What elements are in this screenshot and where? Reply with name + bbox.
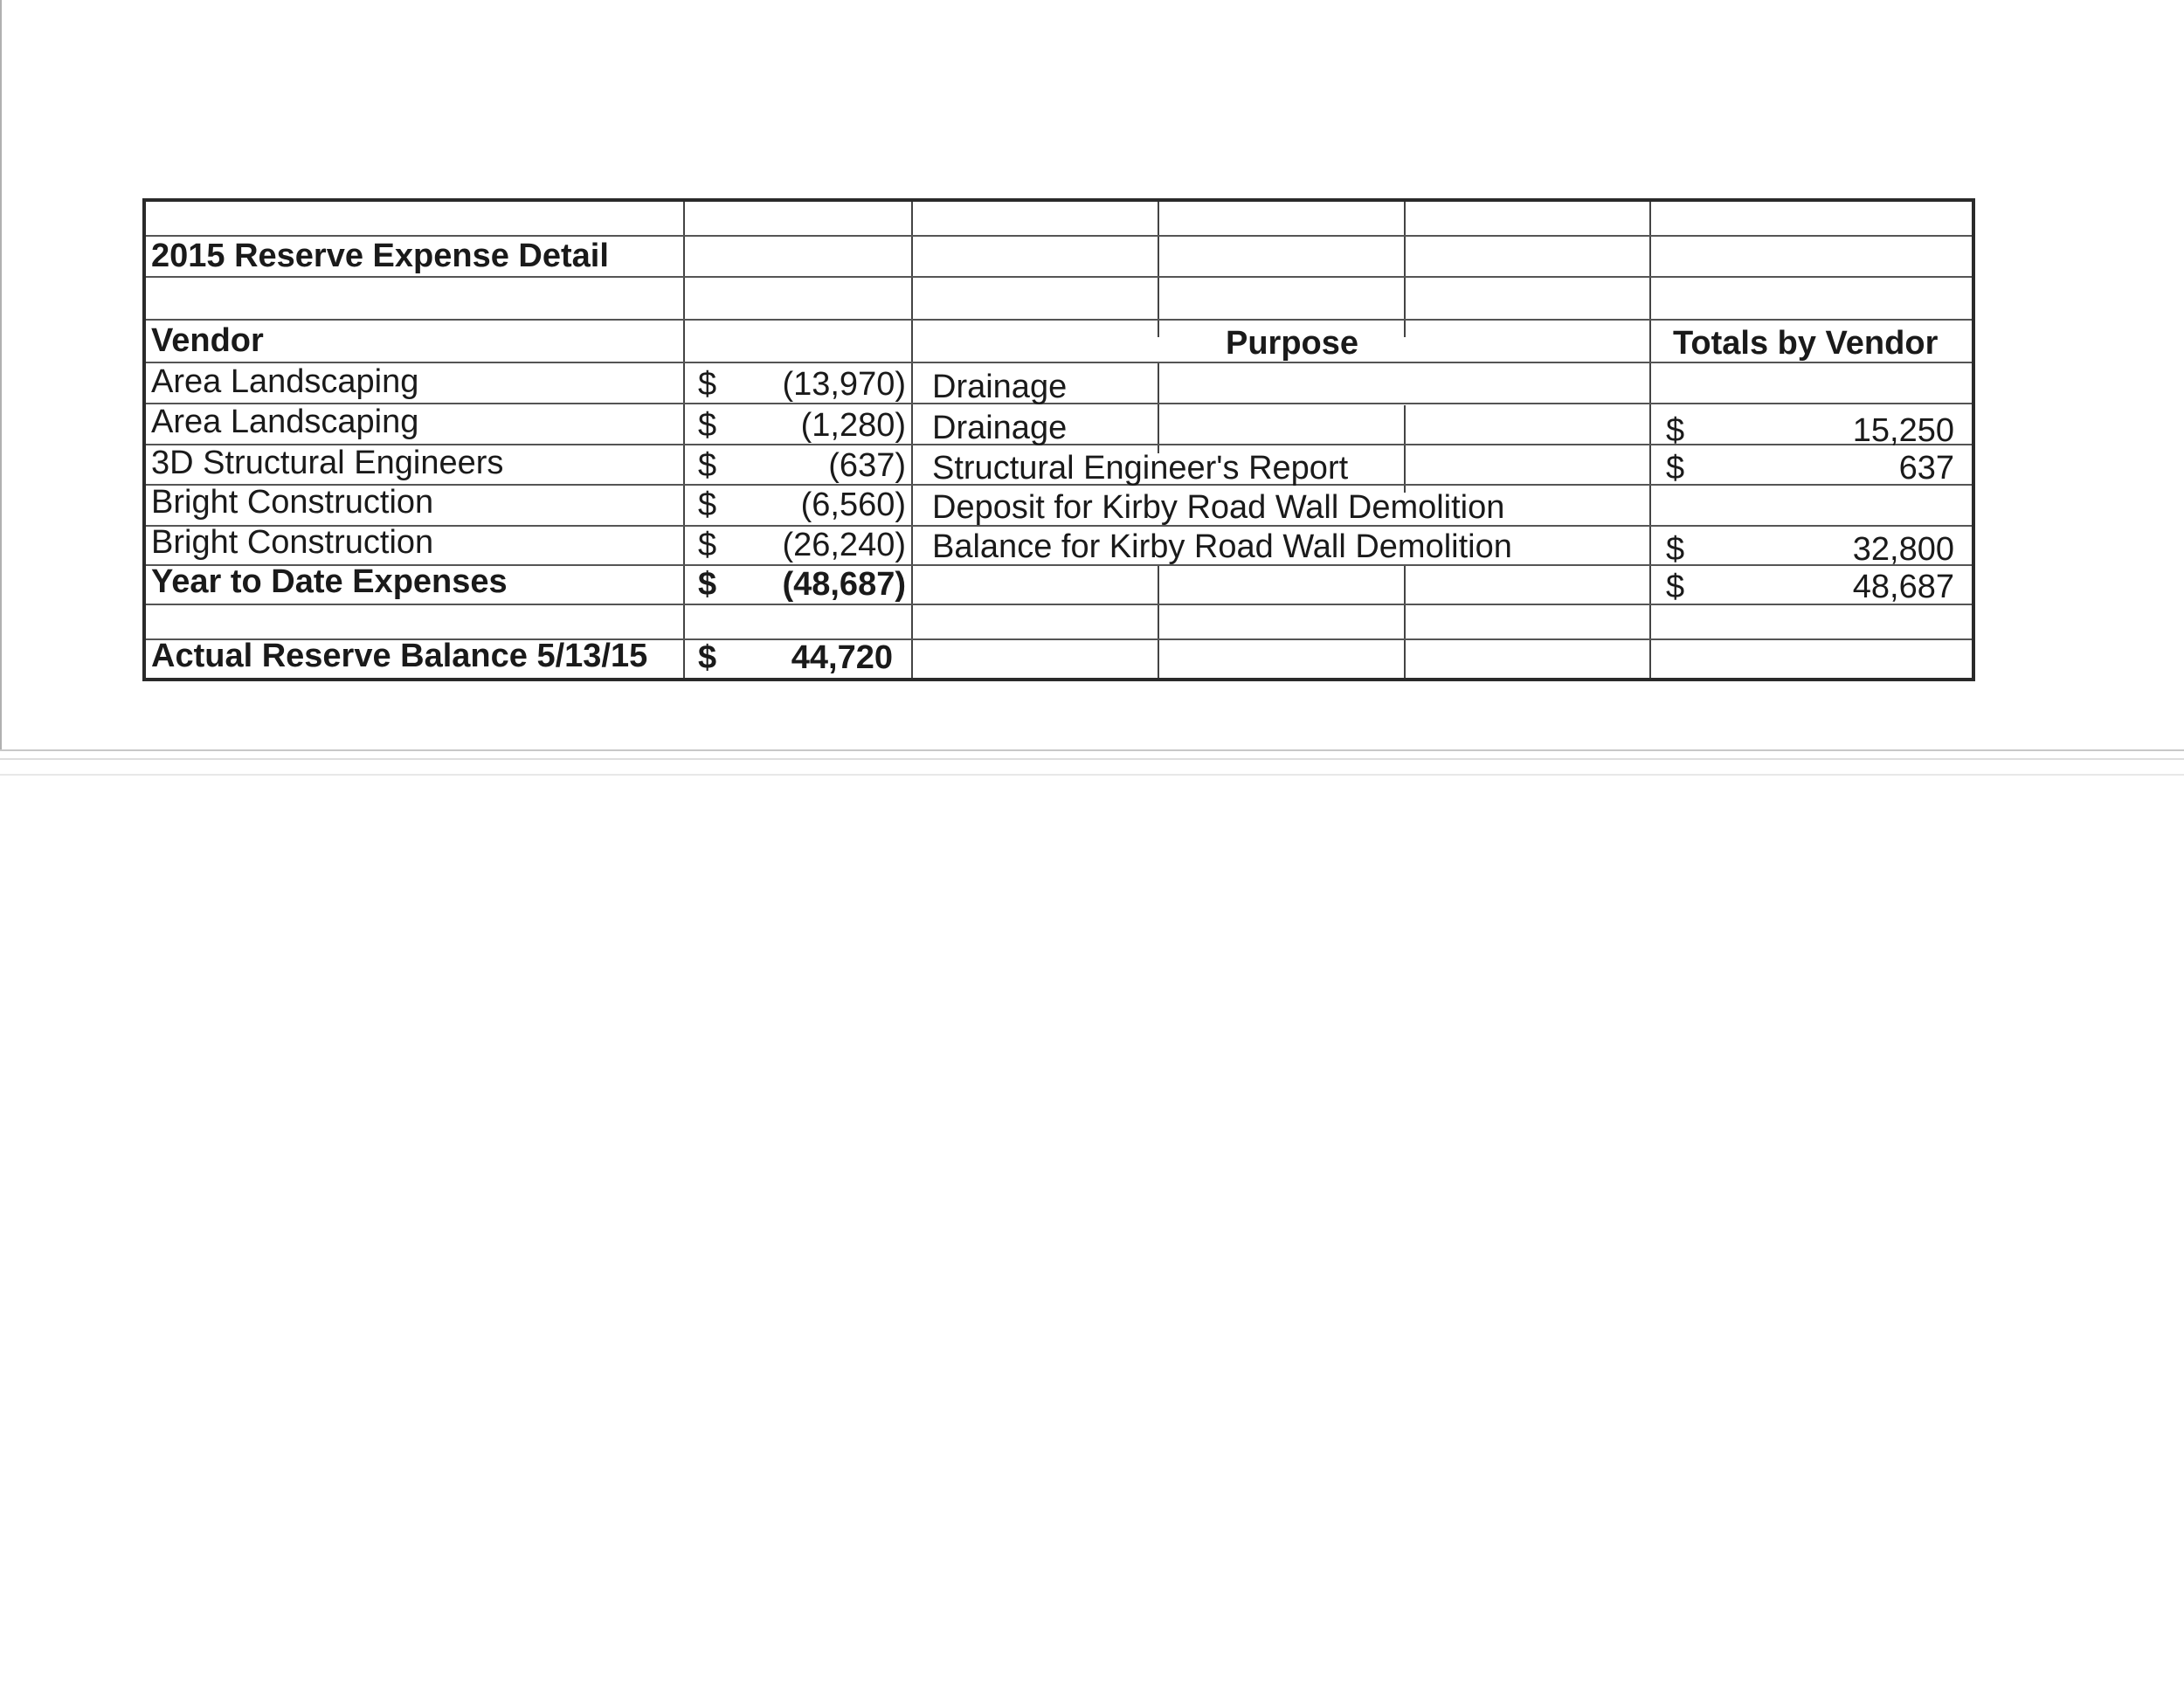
row-amount: (637): [828, 447, 906, 484]
row-vendor: Area Landscaping: [151, 363, 419, 400]
expense-table: [142, 198, 1975, 681]
fold-line: [0, 758, 2184, 760]
grid-line: [1404, 566, 1406, 678]
grid-line: [1158, 202, 1159, 337]
balance-amount: 44,720: [791, 639, 893, 676]
header-purpose: Purpose: [1226, 325, 1359, 362]
header-totals-by-vendor: Totals by Vendor: [1673, 325, 1939, 362]
row-currency: $: [698, 366, 717, 403]
row-total-currency: $: [1666, 450, 1685, 487]
row-currency: $: [698, 527, 717, 563]
row-amount: (1,280): [800, 407, 906, 444]
ytd-label: Year to Date Expenses: [151, 563, 508, 600]
row-purpose: Structural Engineer's Report: [932, 450, 1349, 487]
fold-line: [0, 774, 2184, 776]
ytd-total: 48,687: [1852, 569, 1954, 605]
row-total-currency: $: [1666, 531, 1685, 568]
row-purpose: Balance for Kirby Road Wall Demolition: [932, 528, 1512, 565]
fold-line: [0, 749, 2184, 751]
grid-line: [1158, 363, 1159, 453]
row-total: 637: [1898, 450, 1954, 487]
row-total: 32,800: [1852, 531, 1954, 568]
grid-line: [1649, 202, 1651, 678]
ytd-currency: $: [698, 566, 717, 603]
row-vendor: 3D Structural Engineers: [151, 445, 504, 481]
grid-line: [1404, 202, 1406, 337]
ytd-total-currency: $: [1666, 569, 1685, 605]
grid-line: [146, 319, 1972, 321]
grid-line: [146, 604, 1972, 605]
row-total-currency: $: [1666, 412, 1685, 449]
row-currency: $: [698, 447, 717, 484]
balance-currency: $: [698, 639, 717, 676]
row-vendor: Bright Construction: [151, 524, 434, 561]
row-amount: (13,970): [782, 366, 906, 403]
row-currency: $: [698, 487, 717, 523]
grid-line: [683, 202, 685, 678]
row-currency: $: [698, 407, 717, 444]
grid-line: [146, 276, 1972, 278]
grid-line: [1158, 566, 1159, 678]
row-purpose: Drainage: [932, 369, 1068, 405]
grid-line: [1404, 405, 1406, 493]
row-total: 15,250: [1852, 412, 1954, 449]
row-purpose: Deposit for Kirby Road Wall Demolition: [932, 489, 1505, 526]
balance-label: Actual Reserve Balance 5/13/15: [151, 638, 648, 674]
row-amount: (26,240): [782, 527, 906, 563]
grid-line: [911, 202, 913, 678]
page-edge: [0, 0, 2, 751]
ytd-amount: (48,687): [782, 566, 906, 603]
row-vendor: Area Landscaping: [151, 404, 419, 440]
header-vendor: Vendor: [151, 322, 264, 359]
row-vendor: Bright Construction: [151, 484, 434, 521]
row-amount: (6,560): [800, 487, 906, 523]
sheet-title: 2015 Reserve Expense Detail: [151, 238, 609, 274]
row-purpose: Drainage: [932, 410, 1068, 446]
